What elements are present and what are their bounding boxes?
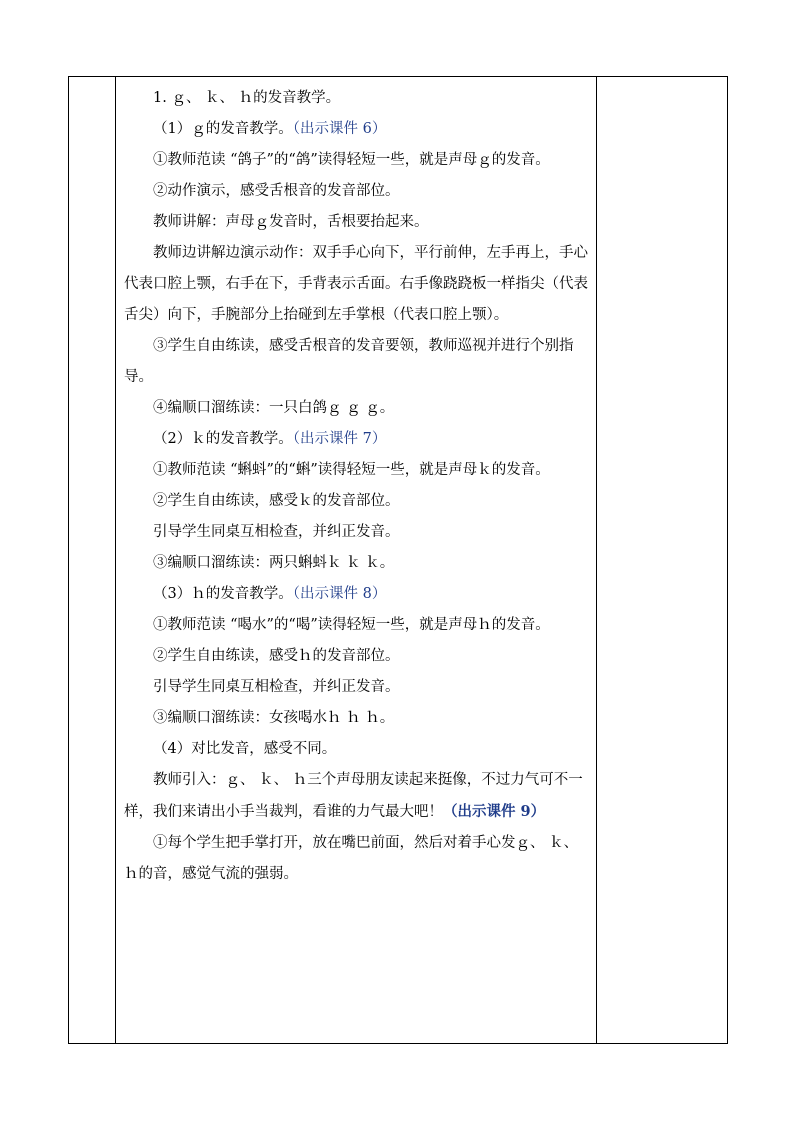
teaching-process-cell	[116, 77, 597, 1044]
paragraph	[124, 641, 588, 672]
courseware-reference: （出示课件 7）	[292, 431, 387, 447]
paragraph	[124, 455, 588, 486]
paragraph-text: 1. ｇ、 ｋ、 ｈ的发音教学。	[153, 90, 341, 106]
paragraph	[124, 703, 588, 734]
paragraph	[124, 83, 588, 114]
paragraph-text: 引导学生同桌互相检查，并纠正发音。	[153, 679, 400, 695]
paragraph-text: ③学生自由练读，感受舌根音的发音要领，教师巡视并进行个别指导。	[124, 338, 574, 385]
paragraph-text: ①教师范读 “蝌蚪”的“蝌”读得轻短一些，就是声母ｋ的发音。	[153, 462, 550, 478]
paragraph-text: ②动作演示，感受舌根音的发音部位。	[153, 183, 400, 199]
paragraph-text: （2）ｋ的发音教学。	[153, 431, 293, 447]
paragraph-text: （4）对比发音，感受不同。	[153, 741, 337, 757]
paragraph-text: （3）ｈ的发音教学。	[153, 586, 293, 602]
table-row	[69, 77, 728, 1044]
paragraph	[124, 393, 588, 424]
paragraph	[124, 424, 588, 455]
right-column-cell	[597, 77, 728, 1044]
courseware-reference: （出示课件 8）	[292, 586, 387, 602]
paragraph	[124, 331, 588, 393]
paragraph-text: ④编顺口溜练读：一只白鸽ｇ ｇ ｇ。	[153, 400, 395, 416]
teaching-process-text	[116, 77, 596, 890]
paragraph-text: 教师讲解：声母ｇ发音时，舌根要抬起来。	[153, 214, 429, 230]
courseware-reference: （出示课件 6）	[292, 121, 387, 137]
paragraph	[124, 828, 588, 890]
paragraph	[124, 238, 588, 331]
paragraph	[124, 579, 588, 610]
paragraph	[124, 114, 588, 145]
paragraph	[124, 672, 588, 703]
paragraph-text: ①每个学生把手掌打开，放在嘴巴前面，然后对着手心发ｇ、 ｋ、 ｈ的音，感觉气流的强弱。	[124, 835, 579, 882]
paragraph-text: （1）ｇ的发音教学。	[153, 121, 293, 137]
paragraph-text: ③编顺口溜练读：女孩喝水ｈ ｈ ｈ。	[153, 710, 395, 726]
paragraph-text: ②学生自由练读，感受ｈ的发音部位。	[153, 648, 400, 664]
paragraph	[124, 765, 588, 828]
paragraph	[124, 517, 588, 548]
paragraph-text: ①教师范读 “喝水”的“喝”读得轻短一些，就是声母ｈ的发音。	[153, 617, 550, 633]
paragraph	[124, 610, 588, 641]
paragraph-text: ①教师范读 “鸽子”的“鸽”读得轻短一些，就是声母ｇ的发音。	[153, 152, 550, 168]
paragraph	[124, 145, 588, 176]
paragraph	[124, 548, 588, 579]
paragraph	[124, 486, 588, 517]
paragraph-text: ②学生自由练读，感受ｋ的发音部位。	[153, 493, 400, 509]
courseware-reference: （出示课件 9）	[443, 803, 546, 820]
lesson-plan-table	[68, 76, 728, 1044]
paragraph	[124, 176, 588, 207]
left-column-cell	[69, 77, 116, 1044]
paragraph-text: 引导学生同桌互相检查，并纠正发音。	[153, 524, 400, 540]
paragraph	[124, 734, 588, 765]
paragraph-text: ③编顺口溜练读：两只蝌蚪ｋ ｋ ｋ。	[153, 555, 395, 571]
paragraph	[124, 207, 588, 238]
paragraph-text: 教师引入：ｇ、 ｋ、 ｈ三个声母朋友读起来挺像，不过力气可不一样，我们来请出小手当裁判，看谁的力气最大吧！	[124, 772, 583, 820]
paragraph-text: 教师边讲解边演示动作：双手手心向下，平行前伸，左手再上，手心代表口腔上颚，右手在下，手背表示舌面。右手像跷跷板一样指尖（代表舌尖）向下，手腕部分上抬碰到左手掌根（代表口腔上颚）。	[124, 245, 588, 323]
